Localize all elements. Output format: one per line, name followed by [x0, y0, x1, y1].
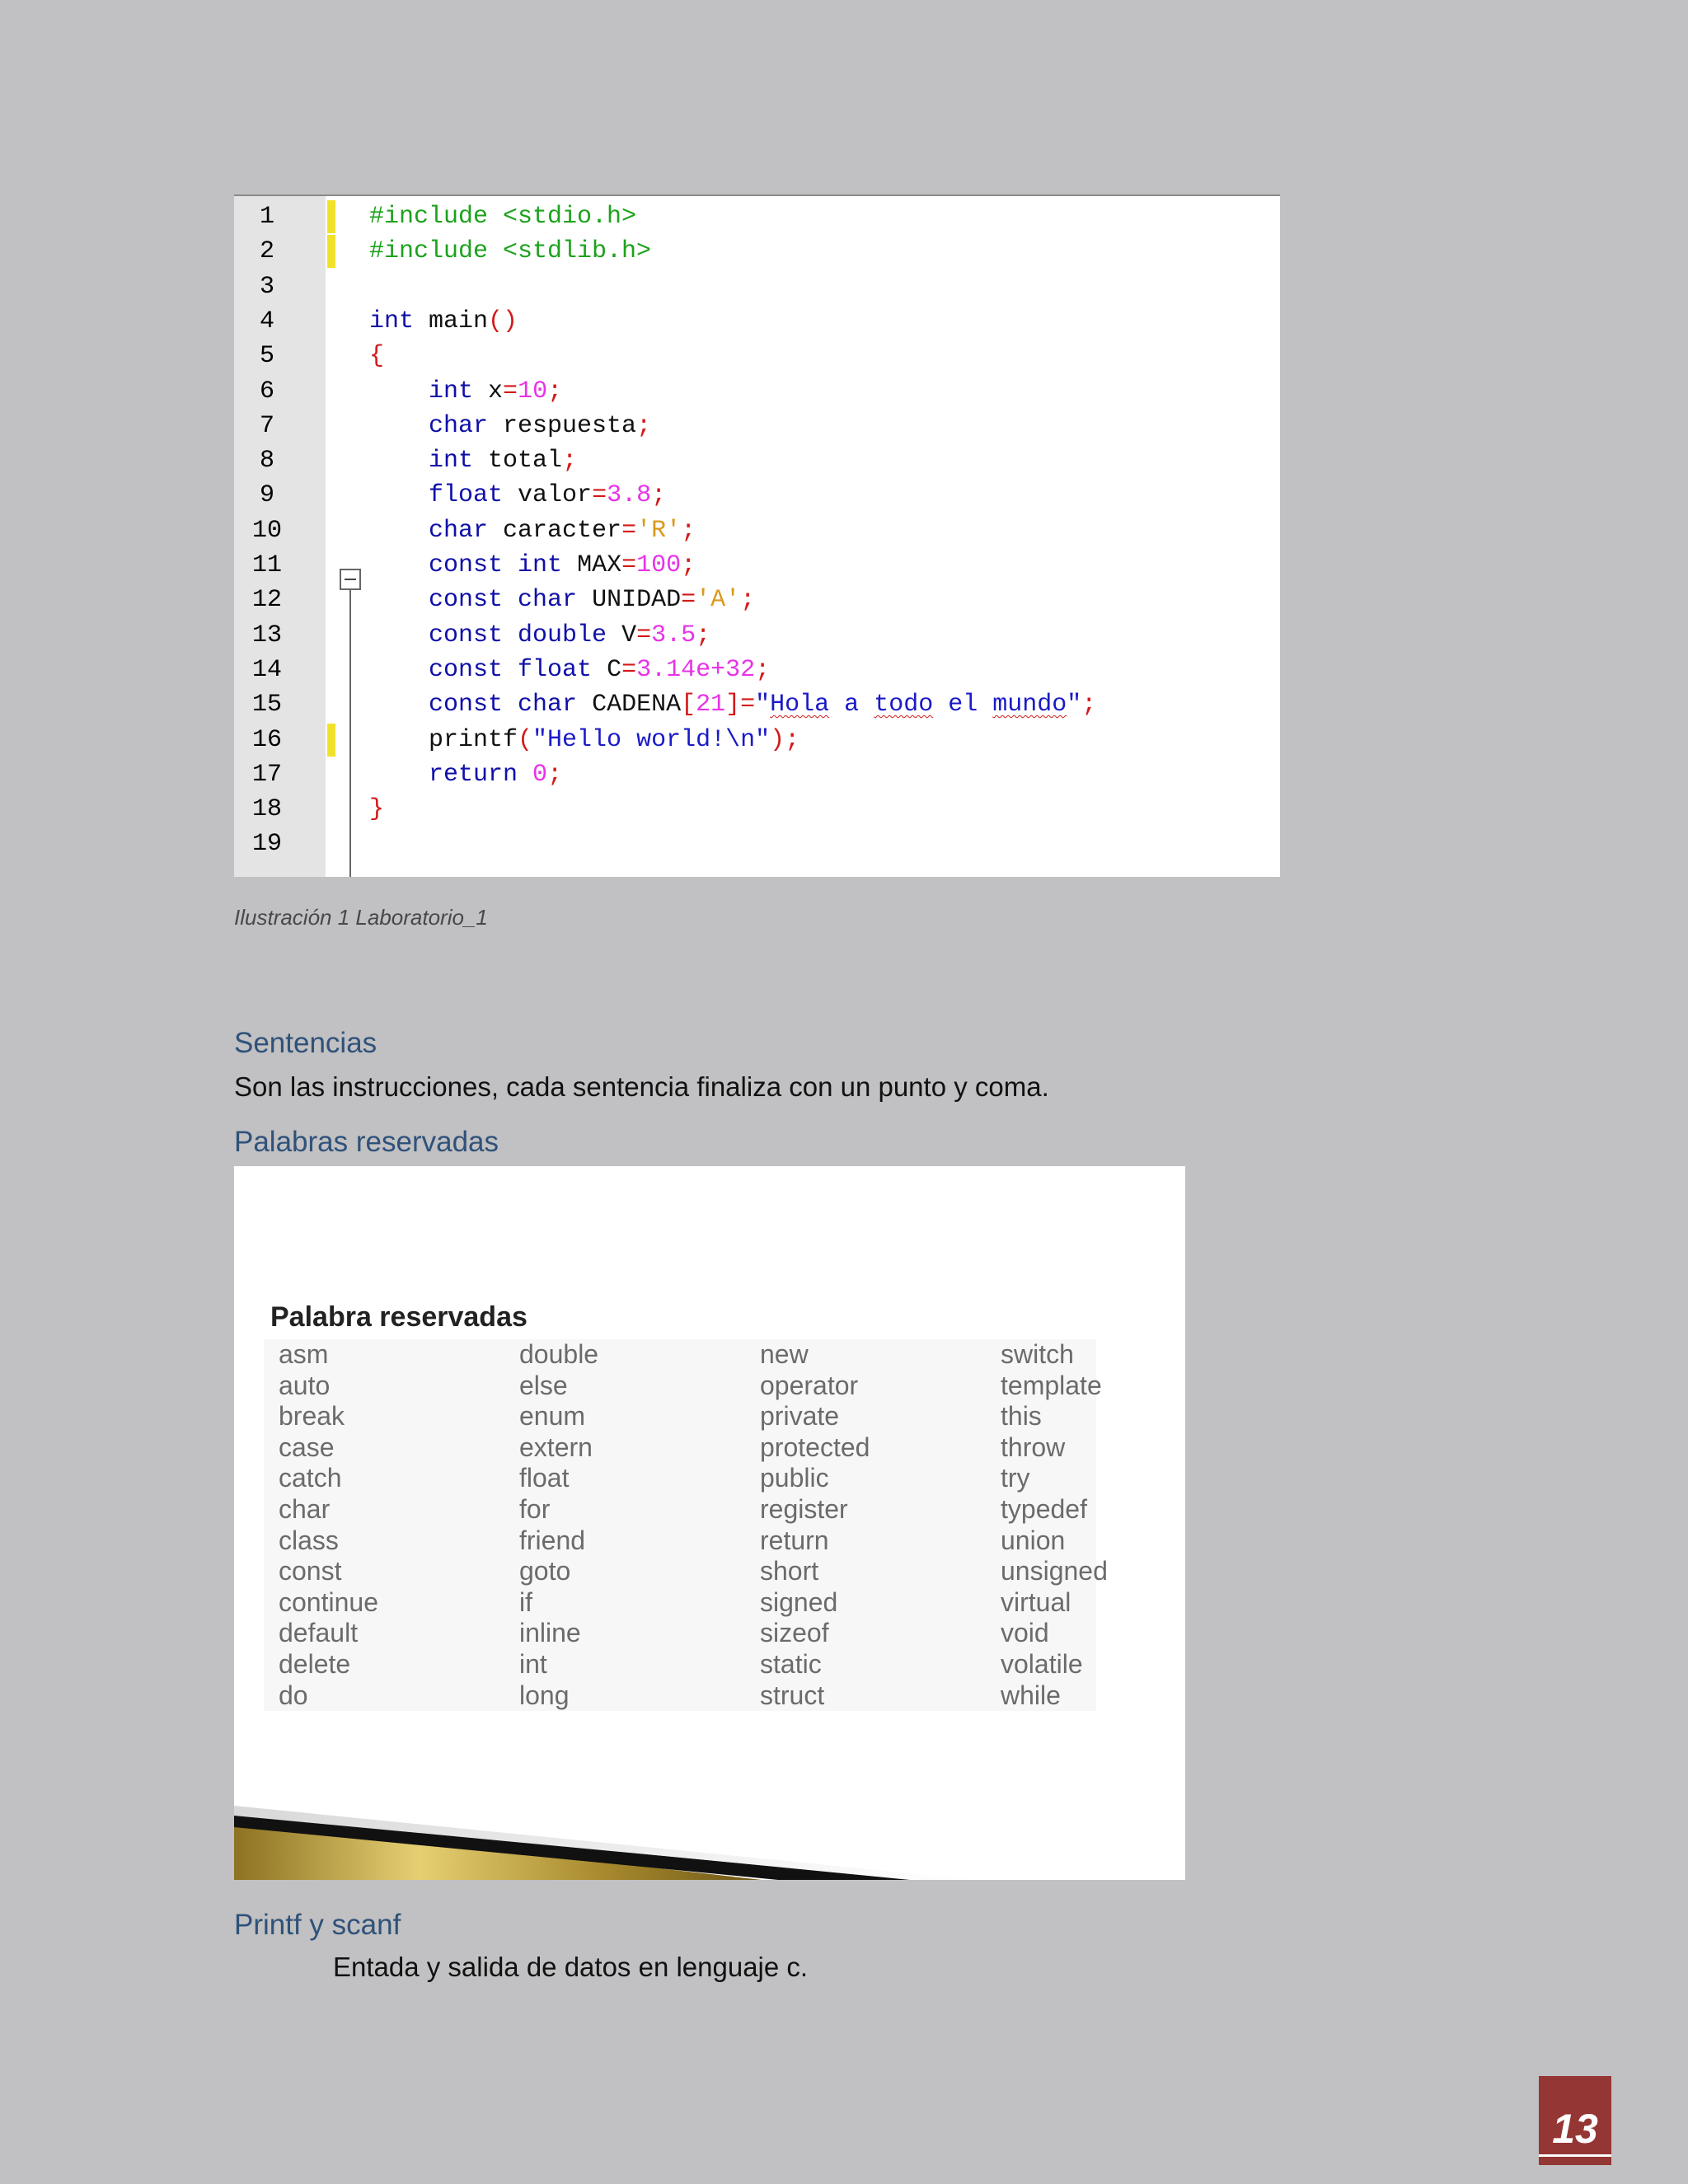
reserved-word: unsigned [1001, 1556, 1108, 1586]
code-line [234, 583, 1280, 617]
line-number: 6 [259, 377, 274, 405]
code-line [234, 548, 1280, 583]
reserved-word: protected [760, 1432, 870, 1462]
line-number: 17 [251, 760, 282, 789]
code-text [369, 409, 651, 443]
code-token: 100 [636, 551, 682, 579]
code-token: ; [547, 760, 563, 789]
line-number: 8 [259, 447, 274, 476]
line-number: 19 [251, 830, 282, 859]
code-screenshot [234, 194, 1280, 877]
reserved-word: break [279, 1401, 345, 1432]
code-token: = [503, 377, 518, 405]
code-token: double [518, 621, 607, 649]
reserved-word: class [279, 1525, 339, 1555]
code-text [369, 618, 710, 653]
code-token: char [369, 516, 489, 545]
reserved-word: void [1001, 1618, 1049, 1648]
code-token: printf [369, 725, 518, 754]
code-token: int [369, 447, 474, 476]
figure-caption: Ilustración 1 Laboratorio_1 [234, 905, 488, 930]
code-token: caracter [488, 516, 622, 545]
reserved-word: switch [1001, 1339, 1074, 1369]
code-text [369, 199, 636, 234]
code-token: " [755, 691, 771, 719]
code-token: a [829, 691, 874, 719]
reserved-word: signed [760, 1586, 838, 1617]
code-line [234, 723, 1280, 757]
reserved-word: goto [519, 1556, 571, 1586]
slide-title: Palabra reservadas [270, 1301, 528, 1333]
reserved-word: new [760, 1339, 809, 1369]
reserved-word: extern [519, 1432, 593, 1462]
code-text [369, 687, 1096, 722]
code-line [234, 687, 1280, 722]
line-number: 5 [259, 342, 274, 371]
reserved-word: static [760, 1648, 822, 1679]
reserved-word: else [519, 1370, 568, 1400]
code-token: 21 [696, 691, 726, 719]
code-line [234, 234, 1280, 269]
line-number: 9 [259, 481, 274, 510]
line-number: 11 [251, 551, 282, 579]
reserved-word: virtual [1001, 1586, 1071, 1617]
code-token: 10 [518, 377, 548, 405]
reserved-word: short [760, 1556, 819, 1586]
code-token: ); [770, 725, 800, 754]
code-token: const [369, 621, 504, 649]
reserved-word: case [279, 1432, 335, 1462]
code-token: V [607, 621, 637, 649]
reserved-word: double [519, 1339, 599, 1369]
code-token [503, 656, 518, 684]
code-token: el [933, 691, 993, 719]
reserved-word: sizeof [760, 1618, 829, 1648]
reserved-word: inline [519, 1618, 581, 1648]
code-token: = [621, 551, 637, 579]
code-line [234, 269, 1280, 304]
code-text [369, 374, 562, 409]
code-token: mundo [992, 691, 1067, 719]
code-text [369, 653, 770, 687]
reserved-word: auto [279, 1370, 331, 1400]
code-text [369, 443, 577, 478]
reserved-word: try [1001, 1463, 1030, 1493]
reserved-words-column [986, 1339, 1108, 1711]
code-line [234, 374, 1280, 409]
code-line [234, 199, 1280, 234]
reserved-words-slide [234, 1166, 1185, 1880]
reserved-word: default [279, 1618, 359, 1648]
code-token: ; [636, 411, 652, 440]
code-token: #include <stdio.h> [369, 203, 637, 231]
code-token: = [636, 621, 652, 649]
code-token [503, 551, 518, 579]
reserved-word: this [1001, 1401, 1042, 1432]
code-token: ; [740, 586, 756, 615]
sentencias-paragraph: Son las instrucciones, cada sentencia finaliza con un punto y coma. [234, 1071, 1049, 1102]
reserved-word: register [760, 1493, 848, 1524]
code-token: () [488, 307, 518, 335]
code-text [369, 234, 651, 269]
code-token: Hola [770, 691, 830, 719]
reserved-words-column [264, 1339, 504, 1711]
code-token: "Hello world!\n" [532, 725, 771, 754]
code-token: ; [681, 516, 696, 545]
line-number: 18 [251, 795, 282, 824]
code-token: 3.8 [607, 481, 652, 510]
change-marker [327, 724, 335, 757]
reserved-word: for [519, 1493, 551, 1524]
code-text [369, 723, 799, 757]
reserved-word: struct [760, 1680, 825, 1710]
section-heading-sentencias: Sentencias [234, 1027, 377, 1059]
change-marker [327, 200, 335, 233]
line-number: 10 [251, 516, 282, 545]
code-token: = [621, 516, 637, 545]
code-token: ; [562, 447, 578, 476]
code-token: 3.14e+32 [636, 655, 756, 684]
line-number: 13 [251, 621, 282, 649]
reserved-word: asm [279, 1339, 329, 1369]
code-token: char [369, 411, 489, 440]
code-line [234, 513, 1280, 548]
line-number: 4 [259, 307, 274, 335]
line-number: 14 [251, 655, 282, 684]
code-line [234, 653, 1280, 687]
code-token: ; [547, 377, 563, 405]
code-token: ; [1081, 691, 1097, 719]
code-line [234, 443, 1280, 478]
section-heading-palabras-reservadas: Palabras reservadas [234, 1126, 499, 1158]
code-line [234, 618, 1280, 653]
reserved-word: enum [519, 1401, 586, 1432]
reserved-word: friend [519, 1525, 586, 1555]
code-token: ( [518, 725, 533, 754]
code-token: ; [755, 655, 771, 684]
code-text [369, 478, 666, 513]
reserved-word: delete [279, 1648, 351, 1679]
reserved-word: operator [760, 1370, 859, 1400]
reserved-word: continue [279, 1586, 378, 1617]
code-token: respuesta [488, 411, 637, 440]
code-token: int [518, 551, 563, 579]
code-token: ]= [725, 691, 756, 719]
code-token: #include <stdlib.h> [369, 237, 652, 266]
code-token: = [681, 586, 696, 615]
code-line [234, 304, 1280, 339]
reserved-word: private [760, 1401, 840, 1432]
code-token: total [473, 447, 563, 476]
code-token: 0 [532, 760, 548, 789]
line-number: 15 [251, 691, 282, 719]
code-text [369, 757, 562, 792]
code-text [369, 513, 696, 548]
code-token: " [1067, 691, 1082, 719]
code-token: char [518, 691, 578, 719]
code-token: 'R' [636, 516, 682, 545]
code-text [369, 792, 384, 827]
reserved-word: throw [1001, 1432, 1066, 1462]
reserved-word: catch [279, 1463, 342, 1493]
line-number: 7 [259, 411, 274, 440]
code-token: const [369, 551, 504, 579]
line-number: 2 [259, 237, 274, 266]
code-line [234, 827, 1280, 861]
reserved-word: do [279, 1680, 308, 1710]
line-number: 3 [259, 272, 274, 301]
code-text [369, 583, 755, 617]
reserved-word: template [1001, 1370, 1102, 1400]
code-token: = [621, 655, 637, 684]
code-token: C [592, 655, 622, 684]
reserved-word: return [760, 1525, 829, 1555]
code-token: int [369, 307, 415, 335]
reserved-word: long [519, 1680, 570, 1710]
code-token: todo [874, 691, 934, 719]
code-token [503, 586, 518, 614]
code-token: ; [681, 551, 696, 579]
code-token: int [369, 377, 474, 405]
code-text [369, 548, 696, 583]
code-line [234, 757, 1280, 792]
code-token [503, 621, 518, 649]
code-token: UNIDAD [577, 586, 682, 615]
reserved-word: if [519, 1586, 532, 1617]
page-number-underline [1539, 2154, 1611, 2157]
code-token: const [369, 691, 504, 719]
code-token: = [592, 481, 607, 510]
code-token: 3.5 [651, 621, 696, 649]
reserved-word: typedef [1001, 1493, 1087, 1524]
line-number: 16 [251, 725, 282, 754]
reserved-words-table [264, 1339, 1108, 1711]
code-token: ; [651, 481, 667, 510]
code-token: [ [681, 691, 696, 719]
code-token [518, 761, 532, 789]
reserved-words-column [504, 1339, 745, 1711]
reserved-word: volatile [1001, 1648, 1083, 1679]
reserved-word: const [279, 1556, 342, 1586]
reserved-word: while [1001, 1680, 1061, 1710]
change-marker [327, 235, 335, 268]
slide-decoration-swoosh [234, 1748, 1185, 1880]
code-token: ; [696, 621, 711, 649]
reserved-words-column [745, 1339, 986, 1711]
code-token: return [369, 760, 518, 789]
code-token: const [369, 655, 504, 684]
code-token: MAX [562, 551, 622, 579]
page-number-badge [1539, 2076, 1611, 2165]
code-line [234, 792, 1280, 827]
code-token: const [369, 586, 504, 615]
code-token: char [518, 586, 578, 615]
code-line [234, 409, 1280, 443]
code-text [369, 304, 518, 339]
code-token: main [414, 307, 489, 335]
code-token: float [518, 655, 593, 684]
reserved-word: public [760, 1463, 829, 1493]
code-line [234, 339, 1280, 373]
code-line [234, 478, 1280, 513]
code-text [369, 339, 384, 373]
code-token: { [369, 342, 385, 371]
page-number: 13 [1552, 2106, 1598, 2152]
printf-paragraph: Entada y salida de datos en lenguaje c. [333, 1952, 809, 1982]
code-token: x [473, 377, 504, 405]
section-heading-printf-scanf: Printf y scanf [234, 1909, 401, 1941]
code-token: valor [503, 481, 593, 510]
reserved-word: int [519, 1648, 547, 1679]
line-number: 1 [259, 203, 274, 231]
reserved-word: union [1001, 1525, 1066, 1555]
reserved-word: char [279, 1493, 331, 1524]
code-token: float [369, 481, 504, 510]
reserved-word: float [519, 1463, 570, 1493]
code-token [503, 691, 518, 719]
code-token: 'A' [696, 586, 741, 615]
code-token: CADENA [577, 691, 682, 719]
line-number: 12 [251, 586, 282, 615]
code-token: } [369, 795, 385, 824]
